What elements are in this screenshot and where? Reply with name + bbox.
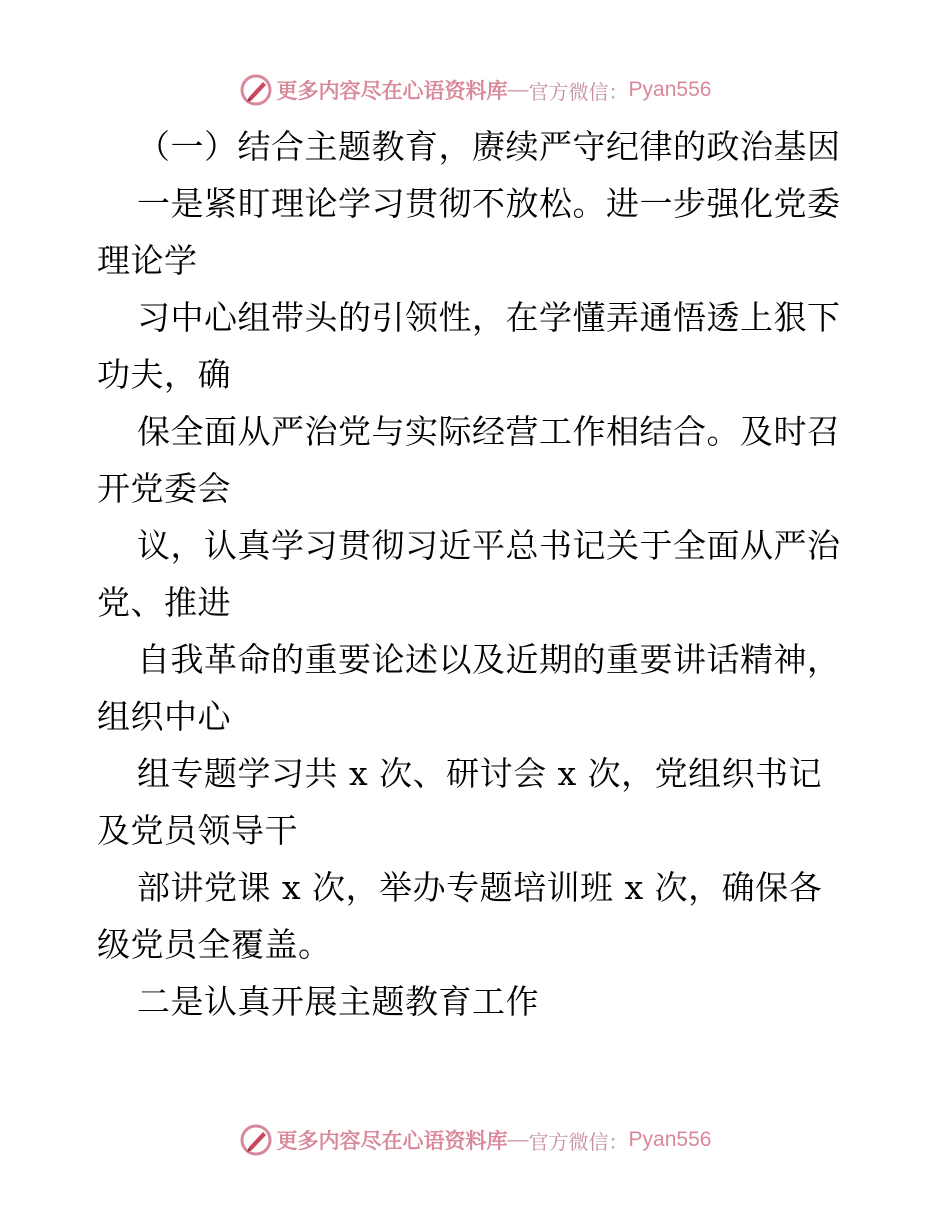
- paragraph-line: 二是认真开展主题教育工作: [137, 982, 539, 1021]
- paragraph-line: 功夫，确: [97, 355, 231, 394]
- paragraph-line: 党、推进: [97, 583, 231, 622]
- paragraph-line: 组织中心: [97, 697, 231, 736]
- watermark-wechat-id: Pyan556: [628, 1128, 712, 1151]
- watermark-footer: [0, 1120, 950, 1160]
- paragraph-line: 保全面从严治党与实际经营工作相结合。及时召: [137, 412, 841, 451]
- paragraph-line: 习中心组带头的引领性，在学懂弄通悟透上狠下: [137, 298, 841, 337]
- document-body: [97, 118, 857, 1030]
- paragraph-line: 组专题学习共 x 次、研讨会 x 次，党组织书记: [137, 754, 823, 793]
- watermark-official-label: 官方微信：: [528, 79, 629, 104]
- paragraph-line: 自我革命的重要论述以及近期的重要讲话精神，: [137, 640, 841, 679]
- watermark-dash: —: [507, 78, 529, 101]
- watermark-official-label: 官方微信：: [528, 1129, 629, 1154]
- paragraph-line: 理论学: [97, 241, 198, 280]
- paragraph-line: 及党员领导干: [97, 811, 298, 850]
- watermark-main-text: 更多内容尽在心语资料库: [276, 1128, 508, 1153]
- paragraph-line: 开党委会: [97, 469, 231, 508]
- pen-logo-icon: [239, 1123, 273, 1157]
- paragraph-line: 议，认真学习贯彻习近平总书记关于全面从严治: [137, 526, 841, 565]
- watermark-wechat-id: Pyan556: [628, 78, 712, 101]
- paragraph-line: 部讲党课 x 次，举办专题培训班 x 次，确保各: [137, 868, 823, 907]
- watermark-main-text: 更多内容尽在心语资料库: [276, 78, 508, 103]
- watermark-header: [0, 70, 950, 110]
- section-heading: （一）结合主题教育，赓续严守纪律的政治基因: [137, 127, 841, 166]
- paragraph-line: 级党员全覆盖。: [97, 925, 332, 964]
- paragraph-line: 一是紧盯理论学习贯彻不放松。进一步强化党委: [137, 184, 841, 223]
- pen-logo-icon: [239, 73, 273, 107]
- watermark-dash: —: [507, 1128, 529, 1151]
